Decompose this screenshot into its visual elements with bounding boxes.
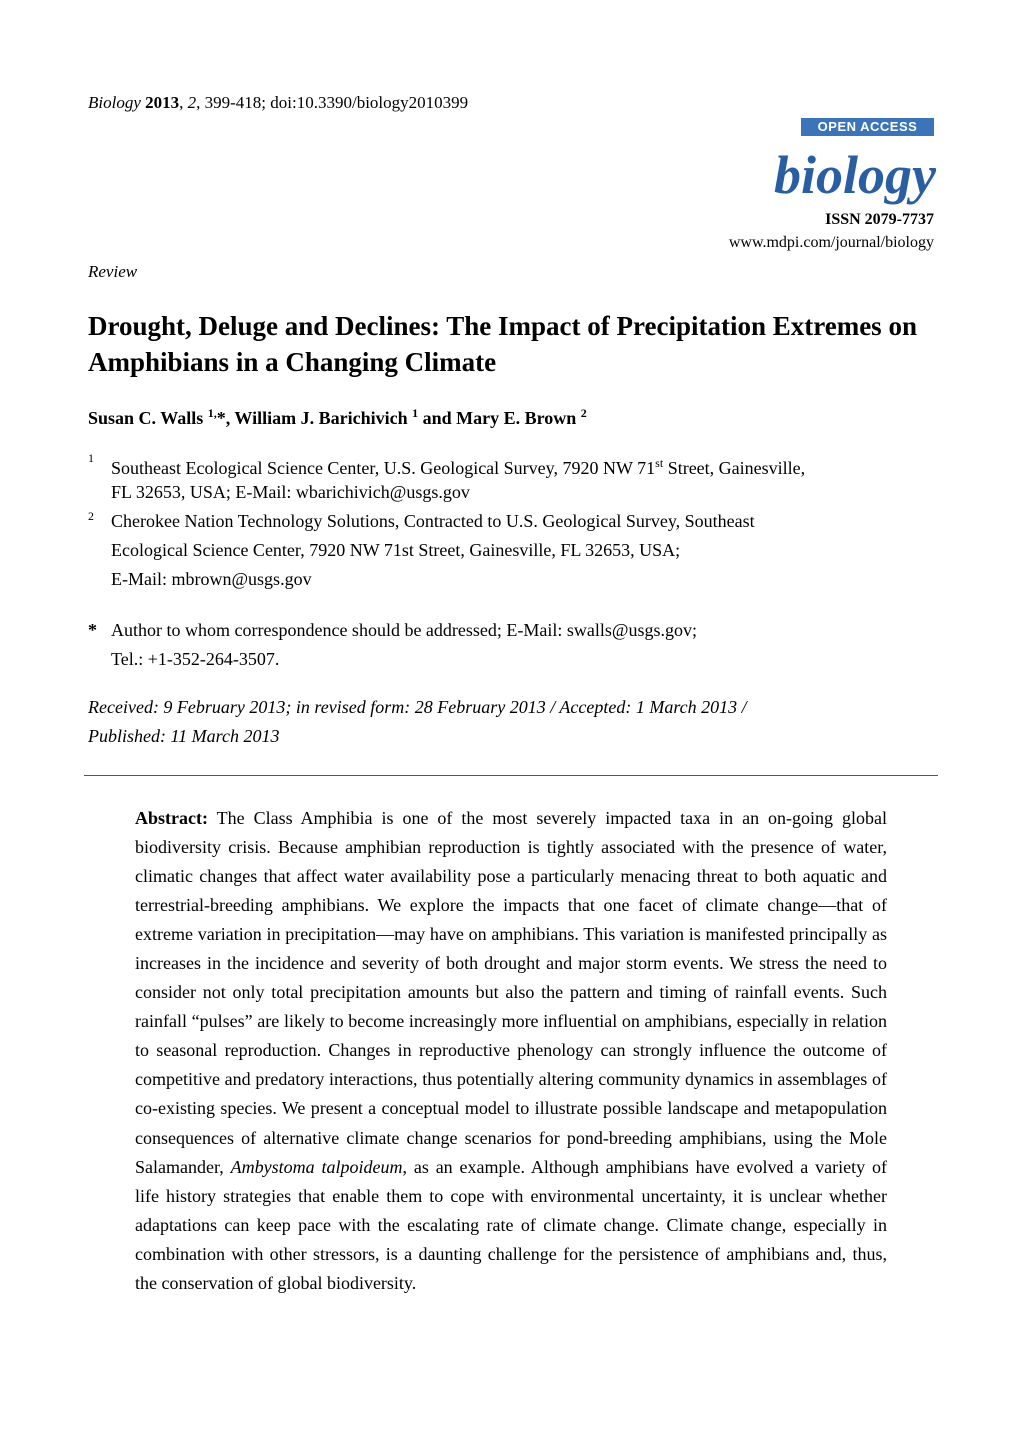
- affiliation-line: Cherokee Nation Technology Solutions, Contracted to U.S. Geological Survey, Southeast: [111, 511, 755, 531]
- author-separator: *,: [216, 408, 235, 428]
- author-affiliation-mark: 2: [580, 406, 587, 420]
- citation-journal: Biology: [88, 93, 141, 112]
- abstract-text: , as an example. Although amphibians have evolved a variety of life history strategies that enable them to cope with environmental uncertainty, it is unclear whether adaptations can keep pace with the escalating rate of climate change. Climate change, especially in combination with other stressors, is a daunting challenge for the persistence of amphibians and, thus, the conservation of global biodiversity.: [135, 1156, 887, 1293]
- issn: ISSN 2079-7737: [825, 211, 934, 228]
- affiliation-line: FL 32653, USA; E-Mail: wbarichivich@usgs.gov: [111, 482, 470, 502]
- correspondence-line: Tel.: +1-352-264-3507.: [111, 649, 280, 669]
- correspondence-line: Author to whom correspondence should be addressed; E-Mail: swalls@usgs.gov;: [111, 620, 697, 640]
- article-type: Review: [88, 262, 138, 281]
- affiliation-number: 1: [88, 451, 94, 465]
- journal-logo: biology: [774, 145, 936, 205]
- citation-volume: 2: [187, 93, 197, 112]
- publication-dates: Published: 11 March 2013: [88, 726, 280, 746]
- citation-rest: , 399-418; doi:10.3390/biology2010399: [196, 93, 469, 112]
- abstract-label: Abstract:: [135, 808, 208, 828]
- article-title: Drought, Deluge and Declines: The Impact of Precipitation Extremes on Amphibians in a Changing Climate: [88, 311, 917, 377]
- abstract-text: The Class Amphibia is one of the most severely impacted taxa in an on-going global biodiversity crisis. Because amphibian reproduction is tightly associated with the presence of water, climatic changes that affect water availability pose a particularly menacing threat to both aquatic and terrestrial-breeding amphibians. We explore the impacts that one facet of climate change—that of extreme variation in precipitation—may have on amphibians. This variation is manifested principally as increases in the incidence and severity of both drought and major storm events. We stress the need to consider not only total precipitation amounts but also the pattern and timing of rainfall events. Such rainfall “pulses” are likely to become increasingly more influential on amphibians, especially in relation to seasonal reproduction. Changes in reproductive phenology can strongly influence the outcome of competitive and predatory interactions, thus potentially altering community dynamics in assemblages of co-existing species. We present a conceptual model to illustrate possible landscape and metapopulation consequences of alternative climate change scenarios for pond-breeding amphibians, using the Mole Salamander,: [135, 808, 887, 1177]
- journal-url[interactable]: www.mdpi.com/journal/biology: [728, 234, 934, 251]
- author-name: Susan C. Walls: [88, 408, 204, 428]
- author-list: [88, 400, 587, 431]
- author-affiliation-mark: 1: [412, 406, 419, 420]
- open-access-badge: OPEN ACCESS: [801, 118, 934, 136]
- species-name: Ambystoma talpoideum: [230, 1156, 403, 1177]
- citation-line: Biology 2013, 2, 399-418; doi:10.3390/biology2010399: [88, 93, 469, 112]
- affiliation-text: Street, Gainesville,: [663, 458, 806, 478]
- author-name: William J. Barichivich: [234, 408, 408, 428]
- affiliation-number: 2: [88, 509, 94, 523]
- author-affiliation-mark: 1,: [207, 406, 217, 420]
- affiliation-line: E-Mail: mbrown@usgs.gov: [111, 569, 312, 589]
- affiliation-text: Southeast Ecological Science Center, U.S. Geological Survey, 7920 NW 71: [111, 458, 656, 478]
- correspondence-mark: *: [88, 620, 97, 640]
- author-name: Mary E. Brown: [456, 408, 577, 428]
- affiliation-line: Ecological Science Center, 7920 NW 71st Street, Gainesville, FL 32653, USA;: [111, 540, 681, 560]
- citation-year: 2013: [145, 93, 180, 112]
- section-divider: [84, 775, 938, 776]
- ordinal-suffix: st: [655, 456, 664, 470]
- author-separator: and: [418, 408, 457, 428]
- publication-dates: Received: 9 February 2013; in revised form: 28 February 2013 / Accepted: 1 March 2013 /: [88, 697, 747, 717]
- affiliation-line: [111, 450, 805, 481]
- abstract: [135, 804, 887, 1298]
